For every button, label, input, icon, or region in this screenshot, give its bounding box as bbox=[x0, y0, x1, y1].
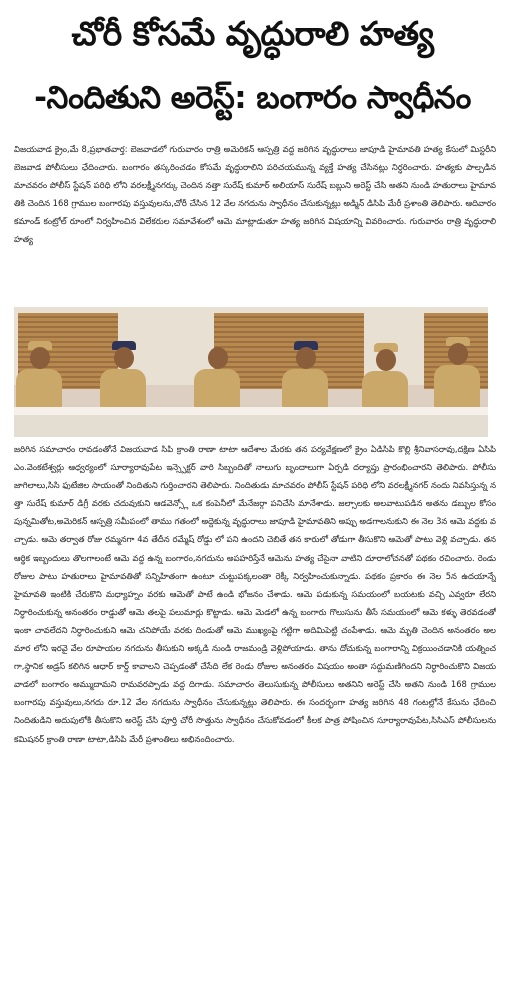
press-conference-photo bbox=[14, 307, 488, 437]
article-paragraph-2: జరిగిన సమాచారం రావడంతోనే విజయవాడ సిపి క్రాంతి రాణా టాటా ఆదేశాల మేరకు తన పర్యవేక్షణలో క్రైం ఏడిసిపి కొల్లి శ్రీనివాసరావు,దక్షిణ ఏసిపి ఎం.వెంకటేశ్వర్లు ఆధ్వర్యంలో సూర్యారావుపేట ఇన్స్పెక్టర్ వారి సిబ్బందితో నాలుగు బృందాలుగా ఏర్పడి దర్యాప్తు ప్రారంభించారని తెలిపారు. పోలీసు జాగిలాలు,సిసి ఫుటేజిల సాయంతో నిందితుని గుర్తించారని తెలిపారు. నిందితుడు మాచవరం పోలీస్ స్టేషన్ పరిధి లోని వరలక్ష్మీనగర్ నందు నివసిస్తున్న నత్తా సురేష్ కుమార్ డిగ్రీ వరకు చదువుకుని ఆడవెన్స్లో ఒక కంపెనీలో మేనేజర్గా పనిచేసి మానేశాడు. జల్సాలకు అలవాటుపడిన అతను డబ్బుల కోసం పున్నమితోట,అమెరికన్ ఆస్పత్రి సమీపంలో తాము గతంలో అద్దెకున్న వృద్ధురాలు జాపూడి హైమావతిని అప్పు అడగాలనుకుని ఈ నెల 3న ఆమె వద్దకు వచ్చాడు. ఆమె తర్వాత రోజు రమ్మనగా 4వ తేదీన రమ్మేష్ రోడ్డు లో పని ఉందని చెబితే తన కారులో తోడుగా తీసుకొని ఆమెతో పాటు వెళ్లి వచ్చాడు. తన ఆర్థిక ఇబ్బందులు తొలగాలంటే ఆమె వద్ద ఉన్న బంగారం,నగదును అపహరిస్తేనే ఆమెను హత్య చేసైనా వాటిని దూరాలోచనతో పథకం రచించారు. రెండు రోజుల పాటు హతురాలు హైమావతితో సన్నిహితంగా ఉంటూ చుట్టుపక్కలంతా రెక్కీ నిర్వహించుకున్నాడు. పథకం ప్రకారం ఈ నెల 5న ఉదయాన్నే హైమావతి ఇంటికి చేరుకొని మధ్యాహ్నం వరకు ఆమెతో పాటే ఉండి భోజనం చేశాడు. ఆమె పడుకున్న సమయంలో బయటకు వచ్చి ఎవ్వరూ లేరని నిర్ధారించుకున్న అనంతరం రాడ్డుతో ఆమె తలపై పలుమార్లు కొట్టాడు. ఆమె మెడలో ఉన్న బంగారు గొలుసును తీసే సమయంలో ఆమె కళ్ళు తెరవడంతో ఇంకా చావలేదని నిర్ధారించుకుని ఆమె చనిపోయే వరకు దిండుతో ఆమె ముఖ్యంపై గట్టిగా అదిమిపెట్టి చంపేశాడు. ఆమె మృతి చెందిన అనంతరం అలమార లోని ఇరవై వేల రూపాయల నగదును తీసుకుని అక్కడి నుండి రాజమండ్రి వెళ్లిపోయాడు. తాను దోచుకున్న బంగారాన్ని విక్రయించడానికి యత్నించగా,స్థానిక అడ్రస్ కలిగిన ఆధార్ కార్డ్ కావాలని చెప్పడంతో చేసేది లేక రెండు రోజుల అనంతరం విషయం అంతా సద్దుమణిగిందని నిర్ధారించుకొని విజయవాడలో బంగారం అమ్ముదామని రామవరప్పాడు వద్ద దిగాడు. సమాచారం తెలుసుకున్న పోలీసులు అతనిని అరెస్ట్ చేసి అతని నుండి 168 గ్రాముల బంగారపు వస్తువులు,నగదు రూ.12 వేల నగదును స్వాధీనం చేసుకున్నట్లు తెలిపారు. ఈ సందర్భంగా హత్య జరిగిన 48 గంటల్లోనే కేసును ఛేదించి నిందితుడిని అదుపులోకి తీసుకొని అరెస్ట్ చేసి పూర్తి చోరీ సొత్తును స్వాధీనం చేసుకోవడంలో కీలక పాత్ర పోషించిన సూర్యారావుపేట,సిసిఎస్ పోలీసులను కమిషనర్ క్రాంతి రాణా టాటా,డిసిపి మేరీ ప్రశాంతిలు అభినందించారు. bbox=[14, 444, 496, 744]
article-paragraph-1: విజయవాడ క్రైం,మే 8,ప్రభాతవార్త: బెజవాడలో గురువారం రాత్రి అమెరికన్ ఆస్పత్రి వద్ద జరిగిన వృద్ధురాలు జాపూడి హైమావతి హత్య కేసులో మిస్టరీని బెజవాడ పోలీసులు ఛేదించారు. బంగారం తస్కరించడం కోసమే వృద్ధురాలిని పరిచయమున్న వ్యక్తే హత్య చేసినట్లు నిర్ధరించారు. హత్యకు పాల్పడిన మాచవరం పోలీస్ స్టేషన్ పరిధి లోని వరలక్ష్మీనగర్కు చెందిన నత్తా సురేష్ కుమార్ అలియాస్ సురేష్ బబ్లుని అరెస్ట్ చేసి అతని నుండి హతురాలు హైమావతికి చెందిన 168 గ్రాముల బంగారపు వస్తువులను,చోరీ చేసిన 12 వేల నగదును స్వాధీనం చేసుకున్నట్లు అడ్మిన్ డిసిపి మేరీ ప్రశాంతి తెలిపారు. ఆదివారం కమాండ్ కంట్రోల్ రూంలో నిర్వహించిన విలేకరుల సమావేశంలో ఆమె మాట్లాడుతూ హత్య జరిగిన విషయాన్ని వివరించారు. గురువారం రాత్రి వృద్ధురాలి హత్య bbox=[14, 144, 496, 245]
conference-table bbox=[14, 407, 488, 415]
headline-line-1: చోరీ కోసమే వృద్ధురాలి హత్య bbox=[71, 14, 434, 53]
headline-line-2: -నిందితుని అరెస్ట్: బంగారం స్వాధీనం bbox=[34, 80, 471, 116]
conference-table-front bbox=[14, 415, 488, 437]
